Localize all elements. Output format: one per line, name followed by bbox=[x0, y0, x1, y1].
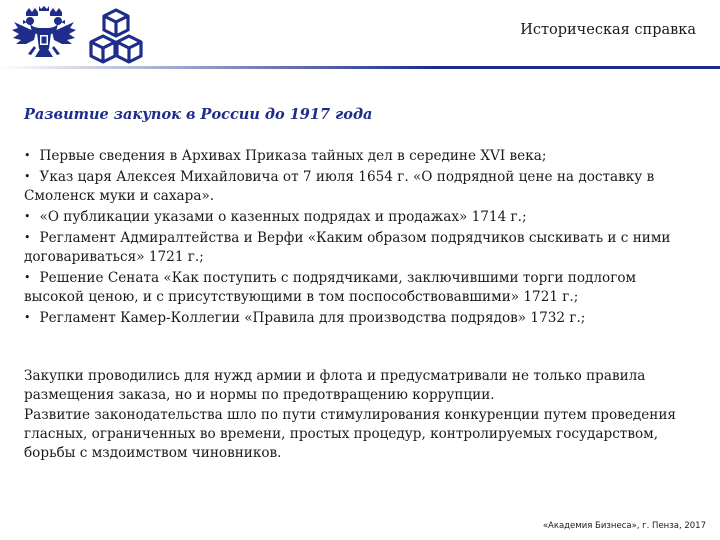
list-item-text: Регламент Камер-Коллегии «Правила для производства подрядов» 1732 г.; bbox=[39, 310, 586, 326]
list-item-text: Решение Сената «Как поступить с подрядчиками, заключившими торги подлогом высокой ценою, и с присутствующими в том поспособствовавшими» 1721 г.; bbox=[24, 270, 637, 305]
double-headed-eagle-icon bbox=[10, 6, 78, 64]
bullet-icon: • bbox=[24, 231, 31, 244]
header-title: Историческая справка bbox=[520, 22, 696, 38]
bullet-icon: • bbox=[24, 210, 31, 223]
list-item bbox=[24, 269, 696, 307]
list-item-text: Указ царя Алексея Михайловича от 7 июля 1654 г. «О подрядной цене на доставку в Смоленск муки и сахара». bbox=[24, 169, 655, 204]
list-item-text: Регламент Адмиралтейства и Верфи «Каким образом подрядчиков сыскивать и с ними договариваться» 1721 г.; bbox=[24, 230, 671, 265]
body-paragraph: Развитие законодательства шло по пути стимулирования конкуренции путем проведения гласных, ограниченных во времени, простых процедур, контролируемых государством, борьбы с мздоимством чиновников. bbox=[24, 407, 676, 461]
cubes-logo-icon bbox=[82, 6, 150, 68]
list-item bbox=[24, 309, 696, 328]
footer-caption: «Академия Бизнеса», г. Пенза, 2017 bbox=[542, 521, 706, 531]
bullet-icon: • bbox=[24, 149, 31, 162]
list-item-text: Первые сведения в Архивах Приказа тайных дел в середине XVI века; bbox=[39, 148, 547, 164]
body-paragraph: Закупки проводились для нужд армии и флота и предусматривали не только правила размещения заказа, но и нормы по предотвращению коррупции. bbox=[24, 368, 646, 403]
header bbox=[0, 0, 720, 68]
list-item bbox=[24, 147, 696, 166]
page-title: Развитие закупок в России до 1917 года bbox=[24, 106, 373, 123]
bullet-list bbox=[24, 147, 696, 330]
list-item bbox=[24, 229, 696, 267]
list-item bbox=[24, 168, 696, 206]
list-item bbox=[24, 208, 696, 227]
list-item-text: «О публикации указами о казенных подрядах и продажах» 1714 г.; bbox=[39, 209, 527, 225]
header-divider bbox=[0, 66, 720, 69]
bullet-icon: • bbox=[24, 170, 31, 183]
bullet-icon: • bbox=[24, 271, 31, 284]
bullet-icon: • bbox=[24, 311, 31, 324]
